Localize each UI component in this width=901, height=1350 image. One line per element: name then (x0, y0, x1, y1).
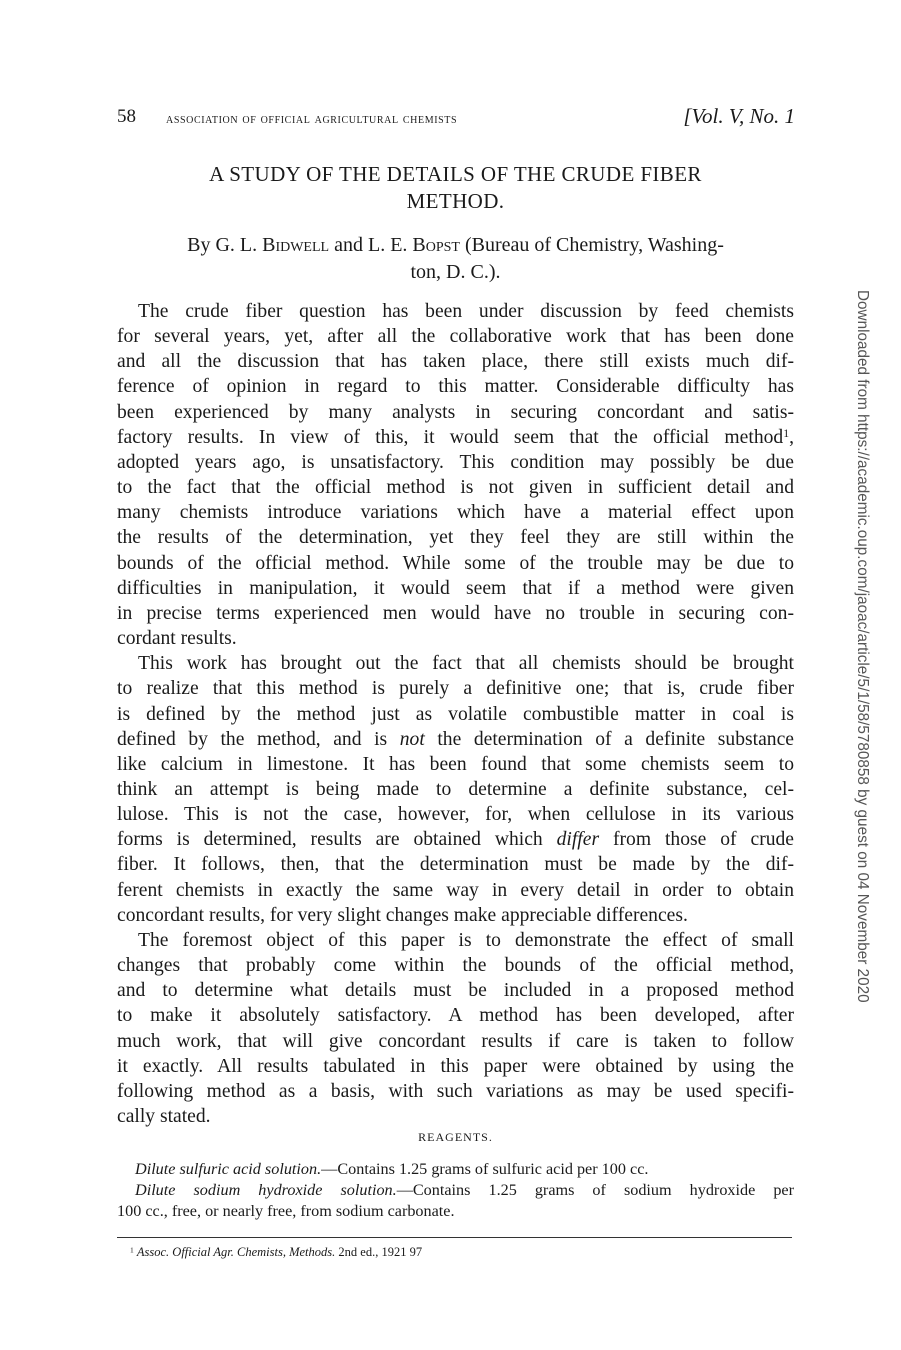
text-line: following method as a basis, with such variations as may be used specifi- (117, 1080, 794, 1102)
text-line: and all the discussion that has taken place, there still exists much dif- (117, 351, 794, 373)
reagent-item (117, 1180, 794, 1201)
running-head (117, 104, 797, 134)
paragraph (117, 928, 794, 1129)
text-line: bounds of the official method. While some of the trouble may be due to (117, 552, 794, 574)
reagent-name: Dilute sulfuric acid solution. (135, 1160, 322, 1178)
reagent-item (117, 1159, 794, 1180)
watermark-text: Downloaded from https://academic.oup.com/jaoac/article/5/1/58/5780858 by guest on 04 November 2020 (854, 290, 871, 1003)
text-fragment: defined by the method, and is (117, 728, 400, 750)
reagent-name: Dilute sodium hydroxide solution. (135, 1181, 397, 1199)
text-line: in precise terms experienced men would have no trouble in securing con- (117, 602, 794, 624)
text-line: to realize that this method is purely a definitive one; that is, crude fiber (117, 678, 794, 700)
text-line: like calcium in limestone. It has been found that some chemists seem to (117, 753, 794, 775)
text-line: many chemists introduce variations which have a material effect upon (117, 502, 794, 524)
author-name: Bidwell (262, 234, 330, 256)
article-title (117, 161, 794, 215)
text-line: concordant results, for very slight changes make appreciable differences. (117, 904, 688, 926)
text-line: ference of opinion in regard to this matter. Considerable difficulty has (117, 376, 794, 398)
text-line: think an attempt is being made to determine a definite substance, cel- (117, 778, 794, 800)
text-line: fiber. It follows, then, that the determination must be made by the dif- (117, 854, 794, 876)
reagents-list (117, 1159, 794, 1222)
text-line: it exactly. All results tabulated in this paper were obtained by using the (117, 1055, 794, 1077)
section-heading: REAGENTS. (418, 1130, 493, 1144)
article-body (117, 299, 794, 1129)
text-line (117, 425, 794, 450)
footnote (130, 1243, 790, 1261)
text-line: is defined by the method just as volatile combustible matter in coal is (117, 703, 794, 725)
volume-issue: [Vol. V, No. 1 (683, 104, 795, 128)
text-fragment: factory results. In view of this, it would seem that the official method (117, 426, 784, 448)
text-line: The foremost object of this paper is to demonstrate the effect of small (138, 929, 794, 951)
text-line: much work, that will give concordant results if care is taken to follow (117, 1030, 794, 1052)
text-line: for several years, yet, after all the collaborative work that has been done (117, 326, 794, 348)
text-line: the results of the determination, yet they feel they are still within the (117, 527, 794, 549)
text-line: ferent chemists in exactly the same way in every detail in order to obtain (117, 879, 794, 901)
footnote-divider (117, 1237, 792, 1238)
affiliation: (Bureau of Chemistry, Washing- (459, 234, 724, 256)
paragraph (117, 299, 794, 651)
footnote-number: 1 (130, 1245, 134, 1255)
page-number: 58 (117, 106, 136, 127)
byline (117, 232, 794, 286)
text-line: to the fact that the official method is not given in sufficient detail and (117, 477, 794, 499)
text-line: The crude fiber question has been under discussion by feed chemists (138, 301, 794, 322)
journal-name: association of official agricultural chemists (166, 111, 458, 127)
title-line: A STUDY OF THE DETAILS OF THE CRUDE FIBER (209, 162, 702, 186)
footnote-marker: 1 (783, 426, 790, 440)
reagent-text-cont: 100 cc., free, or nearly free, from sodium carbonate. (117, 1202, 455, 1220)
paragraph (117, 651, 794, 928)
affiliation-cont: ton, D. C.). (410, 261, 501, 283)
text-line: and to determine what details must be included in a proposed method (117, 980, 794, 1002)
text-line: been experienced by many analysts in securing concordant and satis- (117, 401, 794, 423)
emphasis: not (399, 728, 425, 750)
text-line: lulose. This is not the case, however, for, when cellulose in its various (117, 804, 794, 826)
text-line (117, 727, 794, 752)
text-fragment: forms is determined, results are obtained which (117, 829, 557, 851)
download-watermark (851, 290, 871, 1070)
text-line: cally stated. (117, 1106, 211, 1127)
text-fragment: , (789, 426, 794, 448)
text-line (117, 827, 794, 852)
text-line: adopted years ago, is unsatisfactory. This condition may possibly be due (117, 451, 794, 473)
text-fragment: from those of crude (599, 829, 795, 851)
byline-and: and L. E. (329, 234, 413, 256)
reagent-text: —Contains 1.25 grams of sodium hydroxide per (396, 1181, 794, 1199)
text-line: cordant results. (117, 628, 237, 650)
byline-line (117, 232, 794, 259)
emphasis: differ (556, 829, 600, 851)
text-line: changes that probably come within the bounds of the official method, (117, 955, 794, 977)
title-line: METHOD. (406, 189, 505, 213)
text-fragment: the determination of a definite substance (424, 728, 794, 750)
text-line: to make it absolutely satisfactory. A method has been developed, after (117, 1005, 794, 1027)
text-line: This work has brought out the fact that all chemists should be brought (138, 653, 794, 675)
text-line: difficulties in manipulation, it would seem that if a method were given (117, 577, 794, 599)
byline-prefix: By G. L. (187, 234, 263, 256)
footnote-source: Assoc. Official Agr. Chemists, Methods. (136, 1245, 336, 1259)
author-name: Bopst (412, 234, 460, 256)
reagent-text: —Contains 1.25 grams of sulfuric acid per 100 cc. (321, 1160, 649, 1178)
footnote-text: 2nd ed., 1921 97 (335, 1245, 423, 1259)
